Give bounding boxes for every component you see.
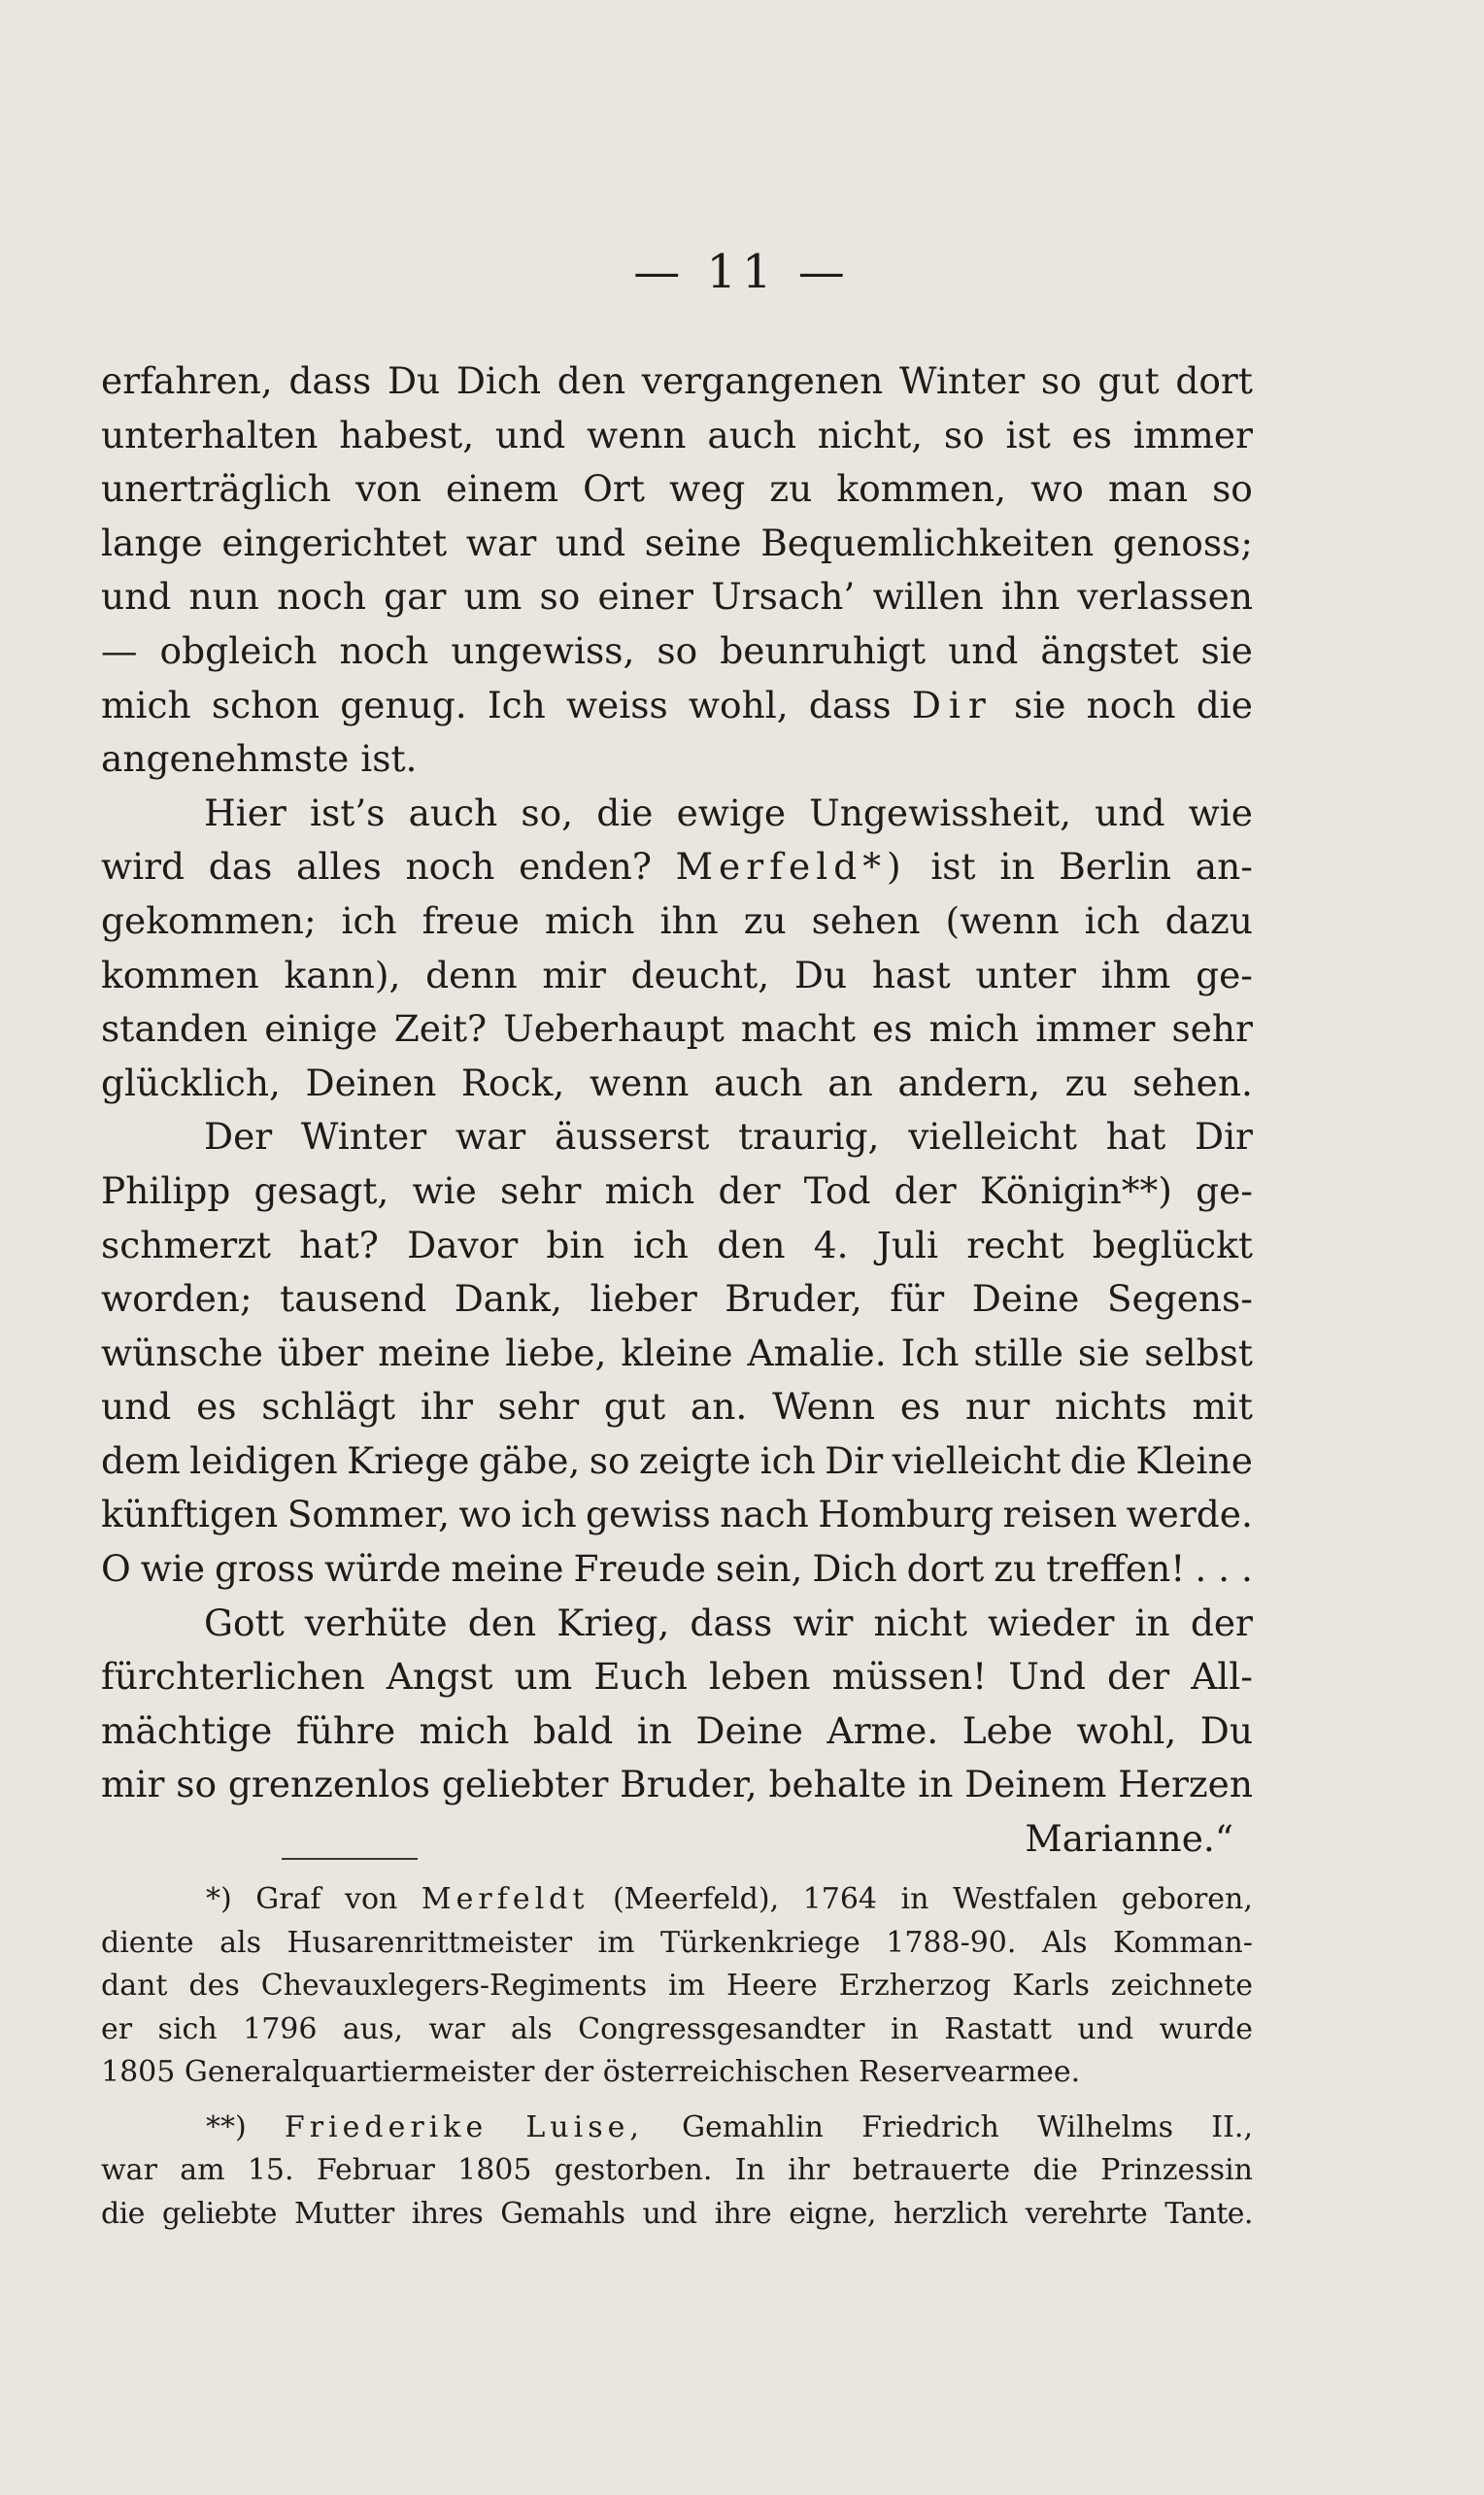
footnote-line: **) Friederike Luise, Gemahlin Friedrich Wilhelms II., (206, 2109, 1253, 2144)
footnote-line: er sich 1796 aus, war als Congressgesandter in Rastatt und wurde (101, 2011, 1253, 2046)
text-line: Der Winter war äusserst traurig, vielleicht hat Dir (204, 1115, 1253, 1159)
text-line: kommen kann), denn mir deucht, Du hast unter ihm ge- (101, 953, 1253, 996)
text-line: unerträglich von einem Ort weg zu kommen, wo man so (101, 467, 1253, 511)
text-line: erfahren, dass Du Dich den vergangenen Winter so gut dort (101, 359, 1253, 402)
letter-body (101, 354, 1253, 1867)
text-line: lange eingerichtet war und seine Bequemlichkeiten genoss; (101, 521, 1253, 564)
footnote-line: die geliebte Mutter ihres Gemahls und ihre eigne, herzlich verehrte Tante. (101, 2196, 1253, 2231)
footnote-line: 1805 Generalquartiermeister der österreichischen Reservearmee. (101, 2055, 1081, 2089)
text-line: Gott verhüte den Krieg, dass wir nicht wieder in der (204, 1601, 1253, 1644)
footnote-line: diente als Husarenrittmeister im Türkenkriege 1788-90. Als Komman- (101, 1925, 1253, 1960)
page-number: — 11 — (633, 245, 851, 299)
text-line: und es schlägt ihr sehr gut an. Wenn es nur nichts mit (101, 1385, 1253, 1429)
text-line: worden; tausend Dank, lieber Bruder, für Deine Segens- (101, 1277, 1253, 1321)
text-line: Hier ist’s auch so, die ewige Ungewissheit, und wie (204, 791, 1253, 834)
text-line: glücklich, Deinen Rock, wenn auch an andern, zu sehen. (101, 1061, 1253, 1104)
footnote-line: *) Graf von Merfeldt (Meerfeld), 1764 in Westfalen geboren, (206, 1882, 1253, 1916)
footnote-divider (282, 1858, 418, 1860)
text-line: fürchterlichen Angst um Euch leben müssen! Und der All- (101, 1655, 1253, 1699)
text-line: unterhalten habest, und wenn auch nicht, so ist es immer (101, 413, 1253, 456)
text-line: und nun noch gar um so einer Ursach’ willen ihn verlassen (101, 575, 1253, 619)
text-line: mächtige führe mich bald in Deine Arme. Lebe wohl, Du (101, 1708, 1253, 1752)
text-line: mich schon genug. Ich weiss wohl, dass Dir sie noch die (101, 683, 1253, 726)
text-line: Philipp gesagt, wie sehr mich der Tod der Königin**) ge- (101, 1168, 1253, 1212)
text-line: O wie gross würde meine Freude sein, Dich dort zu treffen! . . . (101, 1547, 1253, 1591)
text-line: angenehmste ist. (101, 737, 418, 781)
text-line: wird das alles noch enden? Merfeld*) ist in Berlin an- (101, 845, 1253, 889)
text-line: künftigen Sommer, wo ich gewiss nach Homburg reisen werde. (101, 1493, 1253, 1536)
footnote-line: dant des Chevauxlegers-Regiments im Heere Erzherzog Karls zeichnete (101, 1969, 1253, 2003)
text-line: mir so grenzenlos geliebter Bruder, behalte in Deinem Herzen (101, 1763, 1253, 1806)
text-line: schmerzt hat? Davor bin ich den 4. Juli recht beglückt (101, 1223, 1253, 1266)
text-line: gekommen; ich freue mich ihn zu sehen (wenn ich dazu (101, 898, 1253, 942)
text-line: standen einige Zeit? Ueberhaupt macht es mich immer sehr (101, 1007, 1253, 1051)
text-line: dem leidigen Kriege gäbe, so zeigte ich Dir vielleicht die Kleine (101, 1438, 1253, 1482)
footnote-line: war am 15. Februar 1805 gestorben. In ihr betrauerte die Prinzessin (101, 2153, 1253, 2187)
text-line: — obgleich noch ungewiss, so beunruhigt und ängstet sie (101, 628, 1253, 672)
footnotes (101, 1878, 1253, 2236)
text-line: wünsche über meine liebe, kleine Amalie. Ich stille sie selbst (101, 1331, 1253, 1374)
signature: Marianne.“ (1025, 1817, 1233, 1861)
